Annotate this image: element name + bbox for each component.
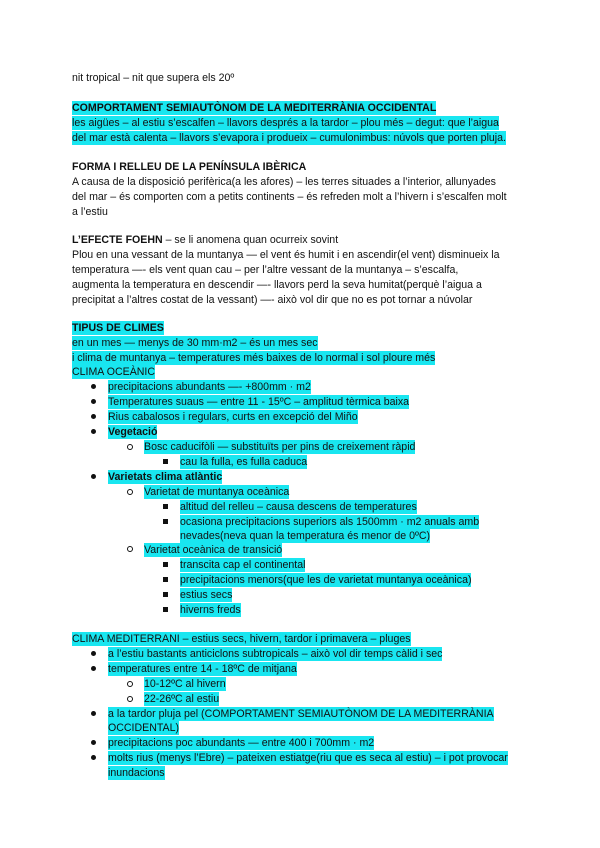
mediterrani-heading: CLIMA MEDITERRANI – estius secs, hivern, tardor i primavera – pluges [72, 633, 411, 645]
list-item: molts rius (menys l’Ebre) – pateixen estiatge(riu que es seca al estiu) – i pot provocar [108, 752, 508, 764]
list-item: Temperatures suaus — entre 11 - 15ºC – amplitud tèrmica baixa [108, 396, 410, 408]
square-bullet-icon [163, 459, 168, 464]
circle-bullet-icon [127, 489, 133, 495]
tropical-line: nit tropical – nit que supera els 20º [72, 72, 235, 84]
circle-bullet-icon [127, 444, 133, 450]
square-bullet-icon [163, 607, 168, 612]
mediterrania-heading: COMPORTAMENT SEMIAUTÒNOM DE LA MEDITERRÀNIA OCCIDENTAL [72, 102, 437, 114]
list-item: Bosc caducifòli — substituïts per pins de creixement ràpid [144, 441, 416, 453]
oceanic-heading: CLIMA OCEÀNIC [72, 366, 156, 378]
foehn-line: precipitat a l’altres costat de la vessant) —- això vol dir que no es pot tornar a núvolar [72, 294, 473, 306]
list-item: precipitacions menors(que les de varietat muntanya oceànica) [180, 574, 472, 586]
list-item: Vegetació [108, 426, 158, 438]
circle-bullet-icon [127, 696, 133, 702]
tipus-line: i clima de muntanya – temperatures més baixes de lo normal i sol ploure més [72, 352, 436, 364]
list-item: altitud del relleu – causa descens de temperatures [180, 501, 417, 513]
tipus-heading: TIPUS DE CLIMES [72, 322, 164, 334]
square-bullet-icon [163, 504, 168, 509]
square-bullet-icon [163, 577, 168, 582]
mediterrania-line: del mar està calenta – llavors s’evapora i produeix – cumulonimbus: núvols que porten pluja. [72, 132, 506, 144]
circle-bullet-icon [127, 546, 133, 552]
foehn-title: L’EFECTE FOEHN [72, 234, 163, 246]
foehn-line: temperatura —- els vent quan cau – per l’altre vessant de la muntanya – s’escalfa, [72, 264, 459, 276]
bullet-icon [91, 429, 96, 434]
list-item: hiverns freds [180, 604, 241, 616]
bullet-icon [91, 651, 96, 656]
list-item: precipitacions poc abundants — entre 400 i 700mm · m2 [108, 737, 375, 749]
forma-line: del mar – és comporten com a petits continents – és refreden molt a l’hivern i s’escalfen molt [72, 191, 507, 203]
mediterrania-line: les aigües – al estiu s’escalfen – llavors després a la tardor – plou més – degut: que l’aigua [72, 117, 499, 129]
list-item: a la tardor pluja pel (COMPORTAMENT SEMIAUTÒNOM DE LA MEDITERRÀNIA [108, 708, 494, 720]
list-item: Varietat de muntanya oceànica [144, 486, 290, 498]
list-item: precipitacions abundants —- +800mm · m2 [108, 381, 311, 393]
bullet-icon [91, 399, 96, 404]
square-bullet-icon [163, 562, 168, 567]
bullet-icon [91, 666, 96, 671]
list-item: cau la fulla, es fulla caduca [180, 456, 308, 468]
list-item: 22-26ºC al estiu [144, 693, 220, 705]
list-item: temperatures entre 14 - 18ºC de mitjana [108, 663, 297, 675]
list-item: ocasiona precipitacions superiors als 1500mm · m2 anuals amb [180, 516, 480, 528]
list-item: Rius cabalosos i regulars, curts en excepció del Miño [108, 411, 358, 423]
list-item: transcita cap el continental [180, 559, 306, 571]
list-item: Varietats clima atlàntic [108, 471, 223, 483]
list-item: estius secs [180, 589, 233, 601]
square-bullet-icon [163, 519, 168, 524]
list-item: 10-12ºC al hivern [144, 678, 226, 690]
list-item: a l’estiu bastants anticiclons subtropicals – això vol dir temps càlid i sec [108, 648, 443, 660]
foehn-line: augmenta la temperatura en descendir —- llavors perd la seva humitat(perquè l’aigua a [72, 279, 482, 291]
bullet-icon [91, 414, 96, 419]
foehn-heading [72, 233, 338, 247]
list-item: OCCIDENTAL) [108, 722, 180, 734]
square-bullet-icon [163, 592, 168, 597]
bullet-icon [91, 740, 96, 745]
foehn-title-suffix: – se li anomena quan ocurreix sovint [162, 234, 339, 246]
list-item: Varietat oceànica de transició [144, 544, 283, 556]
foehn-line: Plou en una vessant de la muntanya — el vent és humit i en ascendir(el vent) disminueix la [72, 249, 500, 261]
tipus-line: en un mes — menys de 30 mm·m2 – és un mes sec [72, 337, 318, 349]
list-item: inundacions [108, 767, 165, 779]
bullet-icon [91, 711, 96, 716]
forma-line: a l’estiu [72, 206, 108, 218]
bullet-icon [91, 474, 96, 479]
bullet-icon [91, 384, 96, 389]
list-item: nevades(neva quan la temperatura és menor de 0ºC) [180, 530, 431, 542]
forma-line: A causa de la disposició perifèrica(a les afores) – les terres situades a l’interior, allunyades [72, 176, 496, 188]
forma-heading: FORMA I RELLEU DE LA PENÍNSULA IBÈRICA [72, 161, 307, 173]
circle-bullet-icon [127, 681, 133, 687]
bullet-icon [91, 755, 96, 760]
